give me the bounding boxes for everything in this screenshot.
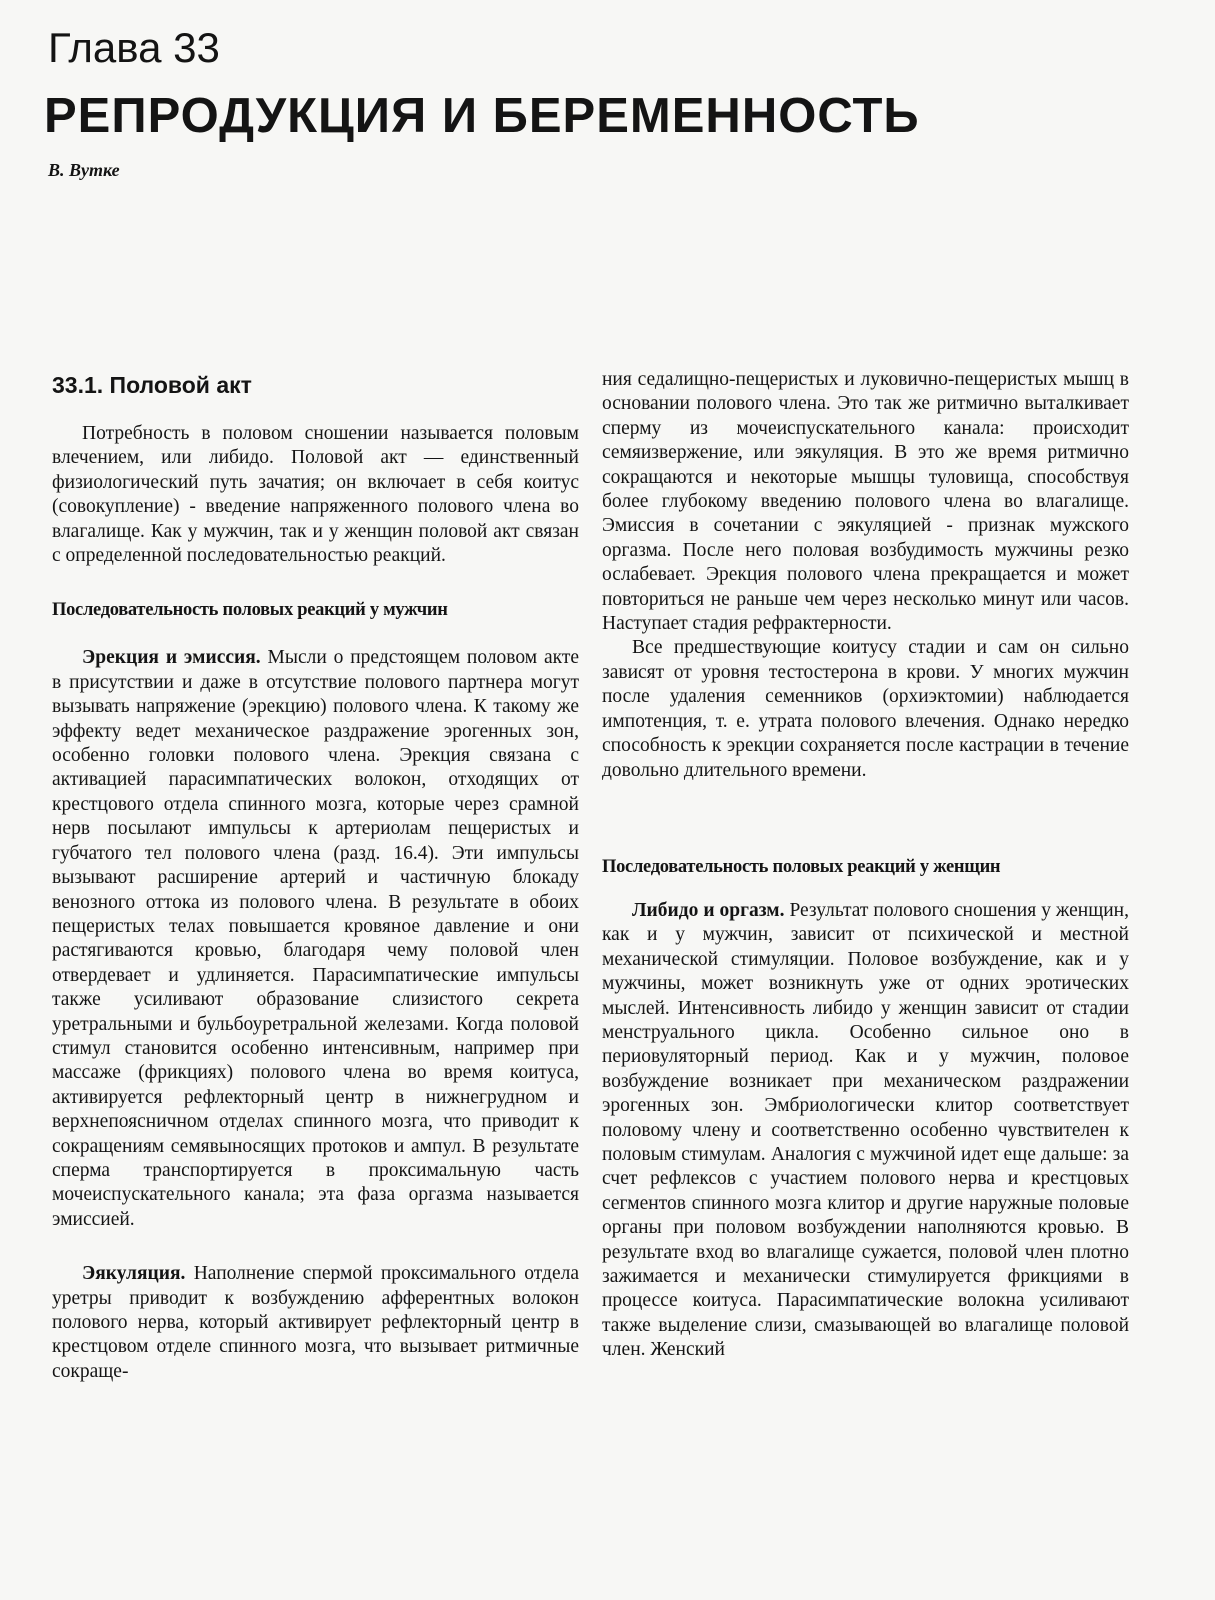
ejaculation-text: Наполнение спермой проксимального отдела уретры приводит к возбуждению афферентных волокон полового нерва, который активирует рефлекторный центр в крестцовом отделе спинного мозга, что вызывает ритмичные сокраще- — [52, 1263, 579, 1382]
continuation-paragraph: ния седалищно-пещеристых и луковично-пещеристых мышц в основании полового члена. Это так же ритмично выталкивает сперму из мочеиспускательного канала: происходит семяизвержение, или эякуляция. В это же время ритмично сокращаются и некоторые мышцы туловища, способствуя более глубокому введению полового члена во влагалище. Эмиссия в сочетании с эякуляцией - признак мужского оргазма. После него половая возбудимость мужчины резко ослабевает. Эрекция полового члена прекращается и может повториться не раньше чем через несколько минут или часов. Наступает стадия рефрактерности. — [602, 369, 1129, 635]
ejaculation-runin: Эякуляция. — [82, 1263, 186, 1285]
erection-runin: Эрекция и эмиссия. — [82, 647, 261, 669]
erection-paragraph — [52, 646, 579, 1232]
left-column — [52, 422, 579, 1384]
chapter-title: РЕПРОДУКЦИЯ И БЕРЕМЕННОСТЬ — [44, 89, 920, 143]
ejaculation-paragraph — [52, 1262, 579, 1384]
intro-paragraph: Потребность в половом сношении называется половым влечением, или либидо. Половой акт — единственный физиологический путь зачатия; он включает в себя коитус (совокупление) - введение напряженного полового члена во влагалище. Как у мужчин, так и у женщин половой акт связан с определенной последовательностью реакций. — [52, 423, 579, 567]
testosterone-paragraph: Все предшествующие коитусу стадии и сам он сильно зависят от уровня тестостерона в крови. У многих мужчин после удаления семенников (орхиэктомии) наблюдается импотенция, т. е. утрата полового влечения. Однако нередко способность к эрекции сохраняется после кастрации в течение довольно длительного времени. — [602, 637, 1129, 781]
male-sequence-heading: Последовательность половых реакций у мужчин — [52, 600, 448, 621]
libido-text: Результат полового сношения у женщин, как и у мужчин, зависит от психической и местной механической стимуляции. Половое возбуждение, как и у мужчины, может возникнуть уже от одних эротических мыслей. Интенсивность либидо у женщин зависит от стадии менструального цикла. Особенно сильное оно в периовуляторный период. Как и у мужчин, половое возбуждение возникает при механическом раздражении эрогенных зон. Эмбриологически клитор соответствует половому члену и соответственно особенно чувствителен к половым стимулам. Аналогия с мужчиной идет еще дальше: за счет рефлексов с участием полового нерва и крестцовых сегментов спинного мозга клитор и другие наружные половые органы при половом возбуждении наполняются кровью. В результате вход во влагалище сужается, половой член плотно зажимается и механически стимулируется фрикциями в процессе коитуса. Парасимпатические волокна усиливают также выделение слизи, смазывающей во влагалище половой член. Женский — [602, 899, 1129, 1361]
female-sequence-heading: Последовательность половых реакций у женщин — [602, 856, 1001, 877]
libido-runin: Либидо и оргазм. — [632, 899, 785, 921]
libido-paragraph — [602, 899, 1129, 1363]
erection-text: Мысли о предстоящем половом акте в присутствии и даже в отсутствие полового партнера могут вызывать напряжение (эрекцию) полового члена. К такому же эффекту ведет механическое раздражение эрогенных зон, особенно головки полового члена. Эрекция связана с активацией парасимпатических волокон, отходящих от крестцового отдела спинного мозга, которые через срамной нерв посылают импульсы к артериолам пещеристых и губчатого тел полового члена (разд. 16.4). Эти импульсы вызывают расширение артерий и частичную блокаду венозного оттока из полового члена. В результате в обоих пещеристых телах повышается кровяное давление и они растягиваются кровью, благодаря чему половой член отвердевает и удлиняется. Парасимпатические импульсы также усиливают образование слизистого секрета уретральными и бульбоуретральной железами. Когда половой стимул становится особенно интенсивным, например при массаже (фрикциях) полового члена во время коитуса, активируется рефлекторный центр в нижнегрудном и верхнепоясничном отделах спинного мозга, что приводит к сокращениям семявыносящих протоков и ампул. В результате сперма транспортируется в проксимальную часть мочеиспускательного канала; эта фаза оргазма называется эмиссией. — [52, 647, 579, 1230]
chapter-label: Глава 33 — [48, 24, 220, 71]
section-title: 33.1. Половой акт — [52, 372, 252, 398]
author: В. Вутке — [48, 160, 120, 180]
right-column — [602, 368, 1129, 1363]
